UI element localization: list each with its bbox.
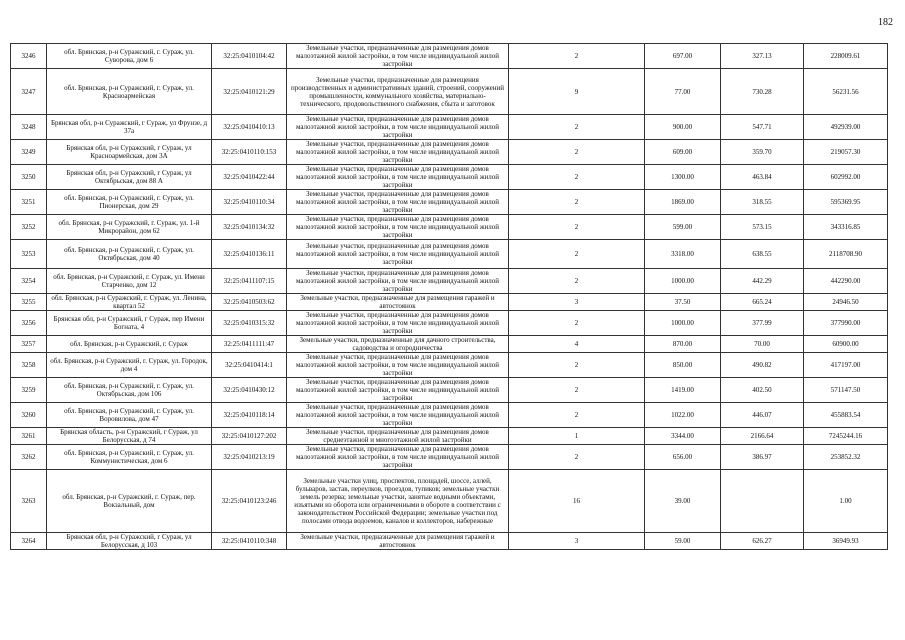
specific-value-cell: 490.82 xyxy=(721,353,804,378)
cadastral-number-cell: 32:25:0410422:44 xyxy=(212,165,287,190)
cadastral-value-cell: 455883.54 xyxy=(804,403,888,428)
group-cell: 16 xyxy=(509,470,645,533)
land-use-cell: Земельные участки, предназначенные для размещения домов малоэтажной жилой застройки, в том числе индивидуальной жилой застройки xyxy=(287,165,509,190)
group-cell: 2 xyxy=(509,403,645,428)
cadastral-value-cell: 24946.50 xyxy=(804,294,888,311)
group-cell: 2 xyxy=(509,269,645,294)
area-cell: 3318.00 xyxy=(645,240,721,269)
land-use-cell: Земельные участки, предназначенные для размещения домов малоэтажной жилой застройки, в том числе индивидуальной жилой застройки xyxy=(287,115,509,140)
area-cell: 37.50 xyxy=(645,294,721,311)
specific-value-cell: 446.07 xyxy=(721,403,804,428)
address-cell: Брянская обл, р-н Суражский, г Сураж, ул Октябрьская, дом 88 А xyxy=(47,165,212,190)
table-row xyxy=(11,240,888,269)
cadastral-number-cell: 32:25:0410410:13 xyxy=(212,115,287,140)
land-use-cell: Земельные участки, предназначенные для размещения гаражей и автостоянок xyxy=(287,533,509,550)
cadastral-number-cell: 32:25:0410414:1 xyxy=(212,353,287,378)
table-row xyxy=(11,428,888,445)
area-cell: 870.00 xyxy=(645,336,721,353)
specific-value-cell: 359.70 xyxy=(721,140,804,165)
address-cell: обл. Брянская, р-н Суражский, г. Сураж, ул. 1-й Микрорайон, дом 62 xyxy=(47,215,212,240)
cadastral-number-cell: 32:25:0410118:14 xyxy=(212,403,287,428)
group-cell: 4 xyxy=(509,336,645,353)
table-row xyxy=(11,269,888,294)
table-row xyxy=(11,445,888,470)
land-use-cell: Земельные участки, предназначенные для размещения домов малоэтажной жилой застройки, в том числе индивидуальной жилой застройки xyxy=(287,269,509,294)
cadastral-value-table xyxy=(10,43,888,550)
cadastral-value-cell: 595369.95 xyxy=(804,190,888,215)
cadastral-value-cell: 60900.00 xyxy=(804,336,888,353)
cadastral-number-cell: 32:25:0410110:34 xyxy=(212,190,287,215)
cadastral-value-cell: 602992.00 xyxy=(804,165,888,190)
cadastral-value-cell: 492939.00 xyxy=(804,115,888,140)
address-cell: обл. Брянская, р-н Суражский, г. Сураж, ул. Воровилова, дом 47 xyxy=(47,403,212,428)
row-number: 3255 xyxy=(11,294,47,311)
table-row xyxy=(11,69,888,115)
table-row xyxy=(11,336,888,353)
address-cell: Брянская область, р-н Суражский, г Сураж, ул Белорусская, д 74 xyxy=(47,428,212,445)
address-cell: Брянская обл, р-н Суражский, г Сураж, пер Имени Богната, 4 xyxy=(47,311,212,336)
cadastral-value-cell: 377990.00 xyxy=(804,311,888,336)
row-number: 3260 xyxy=(11,403,47,428)
address-cell: обл. Брянская, р-н Суражский, г. Сураж, ул. Суворова, дом 6 xyxy=(47,44,212,69)
address-cell: обл. Брянская, р-н Суражский, г. Сураж xyxy=(47,336,212,353)
address-cell: обл. Брянская, р-н Суражский, г. Сураж, ул. Ленина, квартал 52 xyxy=(47,294,212,311)
address-cell: обл. Брянская, р-н Суражский, г. Сураж, пер. Вокзальный, дом xyxy=(47,470,212,533)
specific-value-cell: 463.84 xyxy=(721,165,804,190)
land-use-cell: Земельные участки улиц, проспектов, площадей, шоссе, аллей, бульваров, застав, переулков, проездов, тупиков; земельные участки земель резерва; земельные участки, занятые водными объектами, изъятыми из оборота или ограниченными в обороте в соответствии с законодательством Российской Федерации; земельные участки под полосами отвода водоемов, каналов и коллекторов, набережные xyxy=(287,470,509,533)
group-cell: 2 xyxy=(509,311,645,336)
cadastral-number-cell: 32:25:0410121:29 xyxy=(212,69,287,115)
row-number: 3247 xyxy=(11,69,47,115)
address-cell: обл. Брянская, р-н Суражский, г. Сураж, ул. Октябрьская, дом 40 xyxy=(47,240,212,269)
specific-value-cell: 547.71 xyxy=(721,115,804,140)
area-cell: 1869.00 xyxy=(645,190,721,215)
specific-value-cell: 638.55 xyxy=(721,240,804,269)
area-cell: 656.00 xyxy=(645,445,721,470)
group-cell: 2 xyxy=(509,445,645,470)
address-cell: обл. Брянская, р-н Суражский, г. Сураж, ул. Городок, дом 4 xyxy=(47,353,212,378)
table-row xyxy=(11,311,888,336)
table-row xyxy=(11,165,888,190)
cadastral-number-cell: 32:25:0410110:348 xyxy=(212,533,287,550)
table-row xyxy=(11,378,888,403)
row-number: 3263 xyxy=(11,470,47,533)
specific-value-cell: 442.29 xyxy=(721,269,804,294)
row-number: 3262 xyxy=(11,445,47,470)
specific-value-cell: 573.15 xyxy=(721,215,804,240)
land-use-cell: Земельные участки, предназначенные для размещения домов малоэтажной жилой застройки, в том числе индивидуальной жилой застройки xyxy=(287,140,509,165)
area-cell: 3344.00 xyxy=(645,428,721,445)
group-cell: 3 xyxy=(509,294,645,311)
area-cell: 77.00 xyxy=(645,69,721,115)
cadastral-value-cell: 1.00 xyxy=(804,470,888,533)
address-cell: обл. Брянская, р-н Суражский, г. Сураж, ул. Октябрьская, дом 106 xyxy=(47,378,212,403)
area-cell: 1022.00 xyxy=(645,403,721,428)
specific-value-cell: 730.28 xyxy=(721,69,804,115)
specific-value-cell: 665.24 xyxy=(721,294,804,311)
area-cell: 59.00 xyxy=(645,533,721,550)
row-number: 3248 xyxy=(11,115,47,140)
table-row xyxy=(11,190,888,215)
table-row xyxy=(11,115,888,140)
cadastral-number-cell: 32:25:0410213:19 xyxy=(212,445,287,470)
area-cell: 900.00 xyxy=(645,115,721,140)
specific-value-cell: 327.13 xyxy=(721,44,804,69)
cadastral-value-cell: 343316.85 xyxy=(804,215,888,240)
row-number: 3256 xyxy=(11,311,47,336)
specific-value-cell: 626.27 xyxy=(721,533,804,550)
address-cell: Брянская обл, р-н Суражский, г Сураж, ул Красноармейская, дом 3А xyxy=(47,140,212,165)
land-use-cell: Земельные участки, предназначенные для размещения домов малоэтажной жилой застройки, в том числе индивидуальной жилой застройки xyxy=(287,215,509,240)
group-cell: 2 xyxy=(509,215,645,240)
address-cell: Брянская обл, р-н Суражский, г Сураж, ул Белорусская, д 103 xyxy=(47,533,212,550)
row-number: 3258 xyxy=(11,353,47,378)
table-row xyxy=(11,353,888,378)
row-number: 3249 xyxy=(11,140,47,165)
land-use-cell: Земельные участки, предназначенные для размещения домов малоэтажной жилой застройки, в том числе индивидуальной жилой застройки xyxy=(287,403,509,428)
cadastral-number-cell: 32:25:0411111:47 xyxy=(212,336,287,353)
land-use-cell: Земельные участки, предназначенные для размещения гаражей и автостоянок xyxy=(287,294,509,311)
address-cell: обл. Брянская, р-н Суражский, г. Сураж, ул. Красноармейская xyxy=(47,69,212,115)
group-cell: 1 xyxy=(509,428,645,445)
address-cell: обл. Брянская, р-н Суражский, г. Сураж, ул. Коммунистическая, дом 6 xyxy=(47,445,212,470)
group-cell: 9 xyxy=(509,69,645,115)
cadastral-number-cell: 32:25:0410110:153 xyxy=(212,140,287,165)
specific-value-cell: 318.55 xyxy=(721,190,804,215)
group-cell: 3 xyxy=(509,533,645,550)
cadastral-number-cell: 32:25:0410127:202 xyxy=(212,428,287,445)
cadastral-value-cell: 228009.61 xyxy=(804,44,888,69)
specific-value-cell: 377.99 xyxy=(721,311,804,336)
land-use-cell: Земельные участки, предназначенные для размещения производственных и административных зданий, строений, сооружений промышленности, коммунального хозяйства, материально-технического, продовольственного снабжения, сбыта и заготовок xyxy=(287,69,509,115)
area-cell: 1419.00 xyxy=(645,378,721,403)
area-cell: 850.00 xyxy=(645,353,721,378)
cadastral-value-cell: 7245244.16 xyxy=(804,428,888,445)
cadastral-value-cell: 36949.93 xyxy=(804,533,888,550)
group-cell: 2 xyxy=(509,378,645,403)
table-row xyxy=(11,403,888,428)
table-row xyxy=(11,470,888,533)
group-cell: 2 xyxy=(509,353,645,378)
specific-value-cell: 386.97 xyxy=(721,445,804,470)
cadastral-number-cell: 32:25:0411107:15 xyxy=(212,269,287,294)
area-cell: 1000.00 xyxy=(645,311,721,336)
cadastral-number-cell: 32:25:0410134:32 xyxy=(212,215,287,240)
area-cell: 697.00 xyxy=(645,44,721,69)
row-number: 3252 xyxy=(11,215,47,240)
table-row xyxy=(11,44,888,69)
row-number: 3264 xyxy=(11,533,47,550)
specific-value-cell: 402.50 xyxy=(721,378,804,403)
table-body xyxy=(11,44,888,550)
area-cell: 1000.00 xyxy=(645,269,721,294)
cadastral-number-cell: 32:25:0410315:32 xyxy=(212,311,287,336)
cadastral-value-cell: 2118708.90 xyxy=(804,240,888,269)
cadastral-value-cell: 571147.50 xyxy=(804,378,888,403)
area-cell: 39.00 xyxy=(645,470,721,533)
table-row xyxy=(11,294,888,311)
group-cell: 2 xyxy=(509,44,645,69)
group-cell: 2 xyxy=(509,140,645,165)
address-cell: обл. Брянская, р-н Суражский, г. Сураж, ул. Имени Старченко, дом 12 xyxy=(47,269,212,294)
group-cell: 2 xyxy=(509,190,645,215)
group-cell: 2 xyxy=(509,165,645,190)
row-number: 3257 xyxy=(11,336,47,353)
page-number: 182 xyxy=(878,17,893,28)
row-number: 3254 xyxy=(11,269,47,294)
area-cell: 1300.00 xyxy=(645,165,721,190)
cadastral-value-cell: 417197.00 xyxy=(804,353,888,378)
cadastral-number-cell: 32:25:0410104:42 xyxy=(212,44,287,69)
land-use-cell: Земельные участки, предназначенные для размещения домов малоэтажной жилой застройки, в том числе индивидуальной жилой застройки xyxy=(287,44,509,69)
land-use-cell: Земельные участки, предназначенные для размещения домов среднеэтажной и многоэтажной жилой застройки xyxy=(287,428,509,445)
land-use-cell: Земельные участки, предназначенные для размещения домов малоэтажной жилой застройки, в том числе индивидуальной жилой застройки xyxy=(287,240,509,269)
group-cell: 2 xyxy=(509,115,645,140)
land-use-cell: Земельные участки, предназначенные для размещения домов малоэтажной жилой застройки, в том числе индивидуальной жилой застройки xyxy=(287,378,509,403)
specific-value-cell xyxy=(721,470,804,533)
row-number: 3261 xyxy=(11,428,47,445)
row-number: 3250 xyxy=(11,165,47,190)
area-cell: 609.00 xyxy=(645,140,721,165)
cadastral-value-cell: 442290.00 xyxy=(804,269,888,294)
land-use-cell: Земельные участки, предназначенные для размещения домов малоэтажной жилой застройки, в том числе индивидуальной жилой застройки xyxy=(287,353,509,378)
address-cell: обл. Брянская, р-н Суражский, г. Сураж, ул. Пионерская, дом 29 xyxy=(47,190,212,215)
specific-value-cell: 70.00 xyxy=(721,336,804,353)
row-number: 3253 xyxy=(11,240,47,269)
land-use-cell: Земельные участки, предназначенные для размещения домов малоэтажной жилой застройки, в том числе индивидуальной жилой застройки xyxy=(287,445,509,470)
address-cell: Брянская обл, р-н Суражский, г Сураж, ул Фрунзе, д 37а xyxy=(47,115,212,140)
table-row xyxy=(11,140,888,165)
cadastral-value-cell: 219057.30 xyxy=(804,140,888,165)
row-number: 3259 xyxy=(11,378,47,403)
land-use-cell: Земельные участки, предназначенные для размещения домов малоэтажной жилой застройки, в том числе индивидуальной жилой застройки xyxy=(287,311,509,336)
land-use-cell: Земельные участки, предназначенные для размещения домов малоэтажной жилой застройки, в том числе индивидуальной жилой застройки xyxy=(287,190,509,215)
table-row xyxy=(11,533,888,550)
row-number: 3246 xyxy=(11,44,47,69)
cadastral-number-cell: 32:25:0410136:11 xyxy=(212,240,287,269)
cadastral-number-cell: 32:25:0410503:62 xyxy=(212,294,287,311)
area-cell: 599.00 xyxy=(645,215,721,240)
cadastral-value-cell: 253852.32 xyxy=(804,445,888,470)
group-cell: 2 xyxy=(509,240,645,269)
cadastral-number-cell: 32:25:0410430:12 xyxy=(212,378,287,403)
specific-value-cell: 2166.64 xyxy=(721,428,804,445)
row-number: 3251 xyxy=(11,190,47,215)
cadastral-value-cell: 56231.56 xyxy=(804,69,888,115)
cadastral-number-cell: 32:25:0410123:246 xyxy=(212,470,287,533)
land-use-cell: Земельные участки, предназначенные для дачного строительства, садоводства и огородничества xyxy=(287,336,509,353)
table-row xyxy=(11,215,888,240)
